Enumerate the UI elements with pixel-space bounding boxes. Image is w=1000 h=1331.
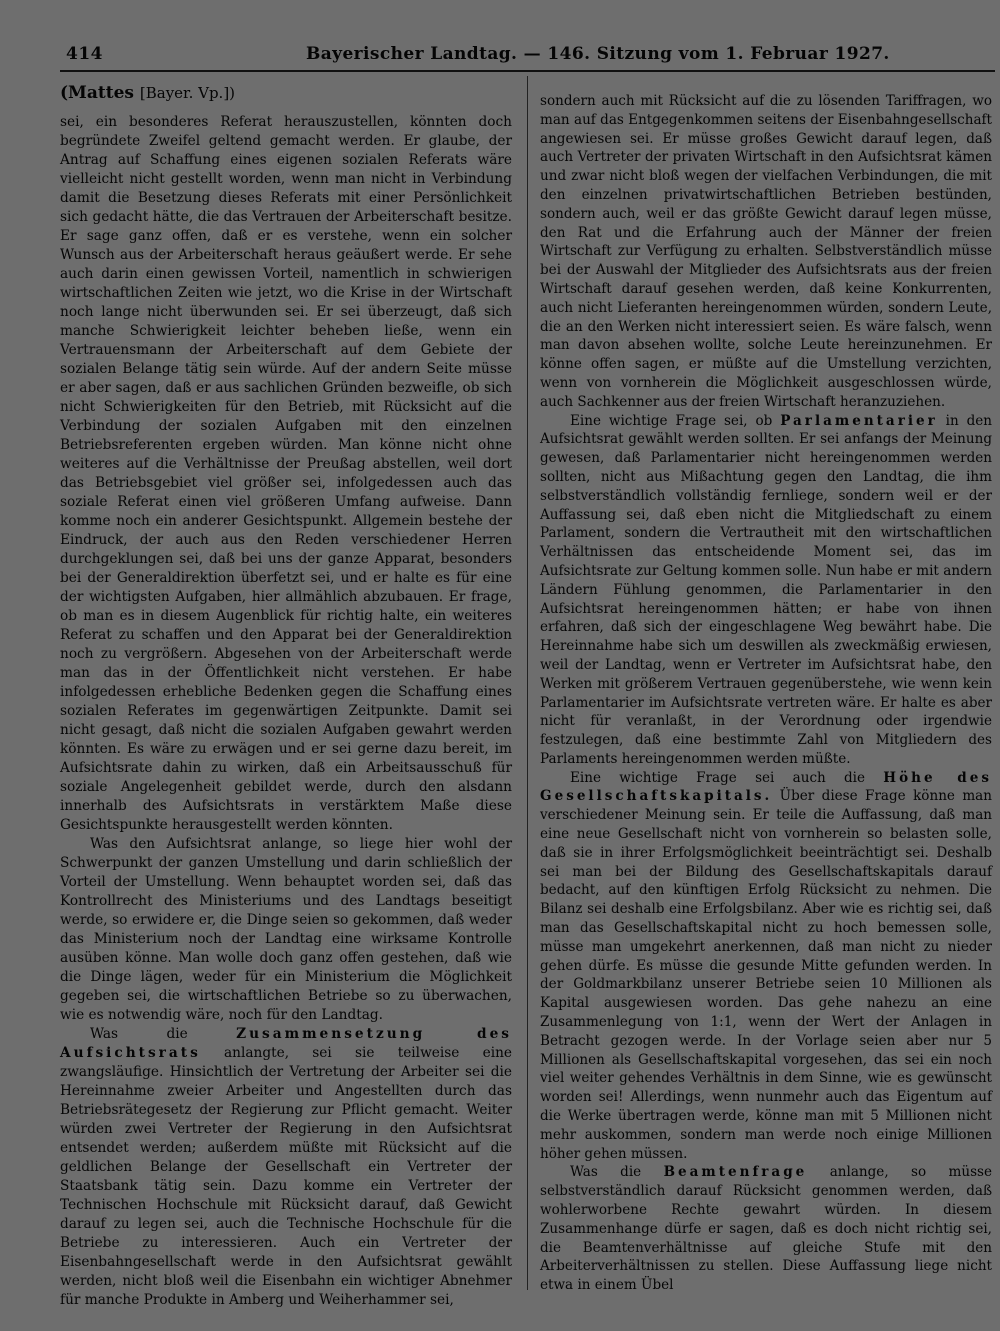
paragraph-body: anlangte, sei sie teilweise eine zwangsläufige. Hinsichtlich der Vertretung der Arbeiter sei die Hereinnahme zweier Arbeiter und Angestellten durch das Betriebsrätegesetz der Regierung zur Pflicht gemacht. Weiter würden zwei Vertreter der Regierung in den Aufsichtsrat entsendet werden; außerdem müßte mit Rücksicht auf die geldlichen Belange der Gesellschaft ein Vertreter der Staatsbank tätig sein. Dazu komme ein Vertreter der Technischen Hochschule mit Rücksicht darauf, daß Gewicht darauf zu legen sei, auch die Technische Hochschule für die Betriebe zu interessieren. Auch ein Vertreter der Eisenbahngesellschaft werde in den Aufsichtsrat gewählt werden, nicht bloß weil die Eisenbahn ein wichtiger Abnehmer für manche Produkte in Amberg und Weiherhammer sei, [60,1045,512,1308]
paragraph-body: in den Aufsichtsrat gewählt werden sollten. Er sei anfangs der Meinung gewesen, daß Parlamentarier nicht hereingenommen werden sollten, nicht aus Mißachtung gegen den Landtag, die ihm selbstverständlich vollständig fernliege, sondern weil er der Auffassung sei, daß eben nicht die Mitgliedschaft zu einem Parlament, sondern die Vertrautheit mit den wirtschaftlichen Verhältnissen das entscheidende Moment sei, das im Aufsichtsrate zur Geltung kommen solle. Nun habe er mit andern Ländern Fühlung genommen, die Parlamentarier in den Aufsichtsrat hereingenommen hätten; er habe von ihnen erfahren, daß sich der eingeschlagene Weg bewährt habe. Die Hereinnahme habe sich um deswillen als zweckmäßig erwiesen, weil der Landtag, wenn er Vertreter im Aufsichtsrat habe, den Werken mit größerem Vertrauen gegenüberstehe, wie wenn kein Parlamentarier im Aufsichtsrate vertreten wäre. Er halte es aber nicht für veranlaßt, in der Verordnung oder irgendwie festzulegen, daß eine bestimmte Zahl von Mitgliedern des Parlaments hereingenommen werden müßte. [540,412,992,767]
paragraph-lead: Was die [570,1164,664,1181]
spaced-emphasis: Parlamentarier [780,412,938,429]
paragraph: sei, ein besonderes Referat herauszustellen, könnten doch begründete Zweifel geltend gemacht werden. Er glaube, der Antrag auf Schaffung eines eigenen sozialen Referats wäre vielleicht nicht gestellt worden, wenn man nicht in Verbindung damit die Besetzung dieses Referats mit einer Persönlichkeit sich gedacht hätte, die das Vertrauen der Arbeiterschaft besitze. Er sage ganz offen, daß er es verstehe, wenn ein solcher Wunsch aus der Arbeiterschaft heraus geäußert werde. Er sehe auch darin einen gewissen Vorteil, namentlich in schwierigen wirtschaftlichen Zeiten wie jetzt, wo die Krise in der Wirtschaft noch lange nicht überwunden sei. Er sei überzeugt, daß sich manche Schwierigkeit leichter beheben ließe, wenn ein Vertrauensmann der Arbeiterschaft auf dem Gebiete der sozialen Belange tätig sein würde. Auf der andern Seite müsse er aber sagen, daß er aus sachlichen Gründen bezweifle, ob sich nicht Schwierigkeiten für den Betrieb, mit Rücksicht auf die Verbindung der sozialen Aufgaben mit den einzelnen Betriebsreferenten ergeben würden. Man könne nicht ohne weiteres auf die Verhältnisse der Preußag abstellen, weil dort das Betriebsgebiet viel größer sei, infolgedessen auch das soziale Referat einen viel größeren Umfang aufweise. Dann komme noch ein anderer Gesichtspunkt. Allgemein bestehe der Eindruck, der auch aus den Reden verschiedener Herren durchgeklungen sei, daß bei uns der ganze Apparat, besonders bei der Generaldirektion überfetzt sei, und er halte es für eine der wichtigsten Aufgaben, hier allmählich abzubauen. Er frage, ob man es in diesem Augenblick für richtig halte, ein weiteres Referat zu schaffen und den Apparat bei der Generaldirektion noch zu vergrößern. Abgesehen von der Arbeiterschaft werde man das in der Öffentlichkeit nicht verstehen. Er habe infolgedessen erhebliche Bedenken gegen die Schaffung eines sozialen Referates im gegenwärtigen Zeitpunkte. Damit sei nicht gesagt, daß nicht die sozialen Aufgaben gewahrt werden könnten. Es wäre zu erwägen und er sei gerne dazu bereit, im Aufsichtsrate dahin zu wirken, daß ein Arbeitsausschuß für soziale Angelegenheit gebildet werde, durch den alsdann innerhalb des Aufsichtsrats in verstärktem Maße diese Gesichtspunkte herausgestellt werden könnten. [60,114,512,833]
speaker-name: (Mattes [60,83,134,103]
header-title: Bayerischer Landtag. — 146. Sitzung vom 1. Februar 1927. [306,44,890,64]
paragraph-body: Über diese Frage könne man verschiedener Meinung sein. Er teile die Auffassung, daß man eine neue Gesellschaft nicht von vornherein so belasten solle, daß sie in ihrer Erfolgsmöglichkeit beeinträchtigt sei. Deshalb sei man bei der Bildung des Gesellschaftskapitals darauf bedacht, auf den künftigen Erfolg Rücksicht zu nehmen. Die Bilanz sei deshalb eine Erfolgsbilanz. Aber wie es richtig sei, daß man das Gesellschaftskapital nicht zu hoch bemessen solle, müsse man umgekehrt anerkennen, daß man nicht zu nieder gehen dürfe. Es müsse die gesunde Mitte gefunden werden. In der Goldmarkbilanz unserer Betriebe seien 10 Millionen als Kapital ausgewiesen worden. Das gehe nahezu an eine Zusammenlegung von 1:1, wenn der Wert der Anlagen in Betracht gezogen werde. In der Vorlage seien aber nur 5 Millionen als Gesellschaftskapital vorgesehen, das sei ein noch viel weiter gehendes Verhältnis in dem Sinne, wie es gewünscht worden sei! Allerdings, wenn nunmehr auch das Eigentum auf die Werke übertragen werde, könne man mit 5 Millionen nicht mehr auskommen, sondern man werde noch einige Millionen höher gehen müssen. [540,788,992,1162]
spaced-emphasis: Beamtenfrage [663,1164,808,1181]
speaker-line [60,84,512,103]
paragraph [540,1163,992,1295]
column-divider [527,76,528,1290]
paragraph [540,769,992,1164]
right-column [540,92,992,1295]
paragraph [540,412,992,769]
paragraph-body: anlange, so müsse selbstverständlich darauf Rücksicht genommen werden, daß wohlerworbene Rechte gewahrt würden. In diesem Zusammenhange dürfe er sagen, daß es doch nicht richtig sei, die Beamtenverhältnisse auf gleiche Stufe mit den Arbeiterverhältnissen zu stellen. Diese Auffassung liege nicht etwa in einem Übel [540,1164,992,1294]
paragraph [60,1025,512,1310]
spaced-emphasis: Zusammensetzung des Aufsichtsrats [60,1026,512,1061]
speaker-party: [Bayer. Vp.]) [139,84,236,102]
left-column [60,84,512,1310]
paragraph-lead: Eine wichtige Frage sei, ob [570,412,781,429]
header-rule [60,70,995,72]
paragraph-lead: Eine wichtige Frage sei auch die [570,769,884,786]
paragraph: Was den Aufsichtsrat anlange, so liege hier wohl der Schwerpunkt der ganzen Umstellung und darin schließlich der Vorteil der Umstellung. Wenn behauptet worden sei, daß das Kontrollrecht des Ministeriums und des Landtags beseitigt werde, so erwidere er, die Dinge seien so gekommen, daß weder das Ministerium noch der Landtag eine wirksame Kontrolle ausüben könne. Man wolle doch ganz offen gestehen, daß wie die Dinge lägen, weder für ein Ministerium die Möglichkeit gegeben sei, die wirtschaftlichen Betriebe so zu überwachen, wie es notwendig wäre, noch für den Landtag. [60,836,512,1023]
page-number: 414 [66,44,103,64]
paragraph: sondern auch mit Rücksicht auf die zu lösenden Tariffragen, wo man auf das Entgegenkommen seitens der Eisenbahngesellschaft angewiesen sei. Er müsse großes Gewicht darauf legen, daß auch Vertreter der privaten Wirtschaft in den Aufsichtsrat kämen und zwar nicht bloß wegen der vielfachen Verbindungen, die mit den einzelnen privatwirtschaftlichen Betrieben bestünden, sondern auch, weil er das größte Gewicht darauf legen müsse, den Rat und die Erfahrung auch der Männer der freien Wirtschaft zur Verfügung zu erhalten. Selbstverständlich müsse bei der Auswahl der Mitglieder des Aufsichtsrats aus der freien Wirtschaft darauf gesehen werden, daß keine Konkurrenten, auch nicht Lieferanten hereingenommen würden, sondern Leute, die an den Werken nicht interessiert seien. Es wäre falsch, wenn man davon absehen wollte, solche Leute hereinzunehmen. Er könne offen sagen, er müßte auf die Umstellung verzichten, wenn von vornherein die Möglichkeit ausgeschlossen würde, auch Sachkenner aus der freien Wirtschaft heranzuziehen. [540,93,992,410]
spaced-emphasis: Höhe des Gesellschaftskapitals. [540,769,992,805]
paragraph-lead: Was die [90,1026,237,1042]
